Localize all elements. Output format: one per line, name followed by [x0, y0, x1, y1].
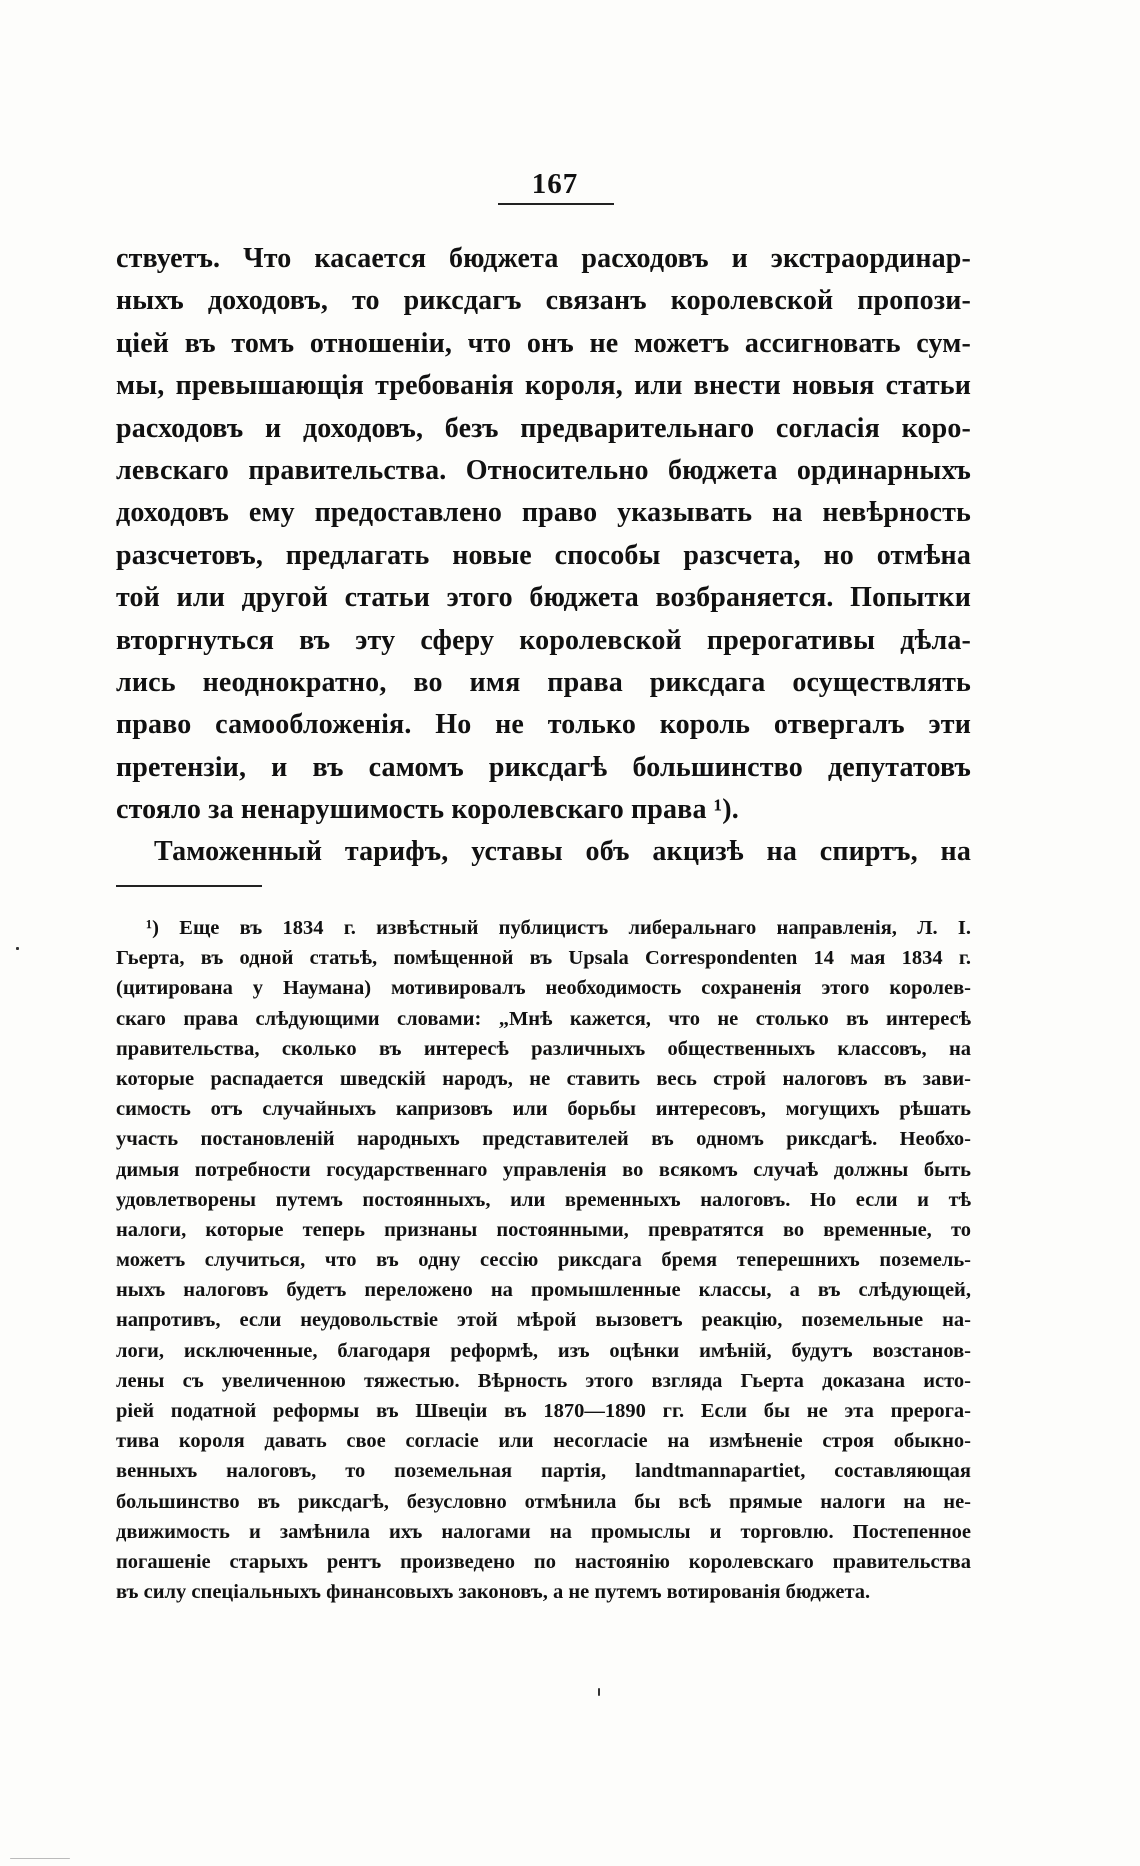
footnote-line: въ силу спеціальныхъ финансовыхъ законовъ, а не путемъ вотированія бюджета.	[116, 1581, 871, 1604]
main-text-line: Таможенный тарифъ, уставы объ акцизѣ на спиртъ, на	[154, 836, 971, 868]
footnote-line: погашеніе старыхъ рентъ произведено по настоянію королевскаго правительства	[116, 1550, 971, 1573]
footnote-separator	[116, 885, 262, 887]
footnote-line: лены съ увеличенною тяжестью. Вѣрность этого взгляда Гьерта доказана исто-	[116, 1369, 971, 1392]
scan-speck	[16, 947, 19, 950]
footnote-line: тива короля давать свое согласіе или несогласіе на измѣненіе строя обыкно-	[116, 1430, 971, 1453]
main-text-line: расходовъ и доходовъ, безъ предварительнаго согласія коро-	[116, 412, 971, 444]
footnote-line: правительства, сколько въ интересѣ различныхъ общественныхъ классовъ, на	[116, 1037, 971, 1060]
main-text-line: мы, превышающія требованія короля, или внести новыя статьи	[116, 370, 971, 402]
footnote-line: ¹) Еще въ 1834 г. извѣстный публицистъ либеральнаго направленія, Л. І.	[146, 917, 971, 939]
footnote-line: ріей податной реформы въ Швеціи въ 1870—1890 гг. Если бы не эта прерога-	[116, 1400, 971, 1422]
main-text-line: вторгнуться въ эту сферу королевской прерогативы дѣла-	[116, 624, 971, 656]
footnote-line: скаго права слѣдующими словами: „Мнѣ кажется, что не столько въ интересѣ	[116, 1007, 971, 1030]
footnote-line: венныхъ налоговъ, то поземельная партія, landtmannapartiet, составляющая	[116, 1460, 971, 1483]
footnote-block	[116, 913, 971, 1607]
page-number: 167	[531, 168, 579, 200]
main-text-line: лись неоднократно, во имя права риксдага осуществлять	[116, 666, 971, 698]
footnote-line: симость отъ случайныхъ капризовъ или борьбы интересовъ, могущихъ рѣшать	[116, 1098, 971, 1121]
footnote-line: участь постановленій народныхъ представителей въ одномъ риксдагѣ. Необхо-	[116, 1128, 971, 1151]
main-text-line: ствуетъ. Что касается бюджета расходовъ и экстраординар-	[116, 243, 971, 274]
footnote-line: можетъ случиться, что въ одну сессію риксдага бремя теперешнихъ поземель-	[116, 1249, 971, 1272]
scan-speck	[10, 1858, 70, 1859]
footnote-line: большинство въ риксдагѣ, безусловно отмѣнила бы всѣ прямые налоги на не-	[116, 1490, 971, 1513]
main-text-line: ціей въ томъ отношеніи, что онъ не можетъ ассигновать сум-	[116, 327, 971, 359]
footnote-line: напротивъ, если неудовольствіе этой мѣрой вызоветъ реакцію, поземельные на-	[116, 1309, 971, 1332]
footnote-line: движимость и замѣнила ихъ налогами на промыслы и торговлю. Постепенное	[116, 1520, 971, 1543]
main-text-line: доходовъ ему предоставлено право указывать на невѣрность	[116, 497, 971, 529]
footnote-line: логи, исключенные, благодаря реформѣ, изъ оцѣнки имѣній, будутъ возстанов-	[116, 1339, 971, 1362]
footnote-line: Гьерта, въ одной статьѣ, помѣщенной въ Upsala Correspondenten 14 мая 1834 г.	[116, 947, 971, 970]
footnote-line: (цитирована у Наумана) мотивировалъ необходимость сохраненія этого королев-	[116, 977, 971, 1000]
main-text-block	[116, 238, 971, 874]
page-number-underline	[498, 203, 614, 205]
main-text-line: той или другой статьи этого бюджета возбраняется. Попытки	[116, 582, 971, 614]
main-text-line: претензіи, и въ самомъ риксдагѣ большинство депутатовъ	[116, 751, 971, 783]
main-text-line: стояло за ненарушимость королевскаго права ¹).	[116, 794, 739, 826]
main-text-line: право самообложенія. Но не только король отвергалъ эти	[116, 709, 971, 741]
footnote-line: удовлетворены путемъ постоянныхъ, или временныхъ налоговъ. Но если и тѣ	[116, 1188, 971, 1211]
footnote-line: ныхъ налоговъ будетъ переложено на промышленные классы, а въ слѣдующей,	[116, 1279, 971, 1302]
scan-speck	[598, 1688, 600, 1696]
main-text-line: левскаго правительства. Относительно бюджета ординарныхъ	[116, 454, 971, 486]
footnote-line: димыя потребности государственнаго управленія во всякомъ случаѣ должны быть	[116, 1158, 971, 1181]
footnote-line: которые распадается шведскій народъ, не ставить весь строй налоговъ въ зави-	[116, 1067, 971, 1090]
main-text-line: разсчетовъ, предлагать новые способы разсчета, но отмѣна	[116, 539, 971, 571]
footnote-line: налоги, которые теперь признаны постоянными, превратятся во временные, то	[116, 1218, 971, 1241]
main-text-line: ныхъ доходовъ, то риксдагъ связанъ королевской пропози-	[116, 285, 971, 317]
